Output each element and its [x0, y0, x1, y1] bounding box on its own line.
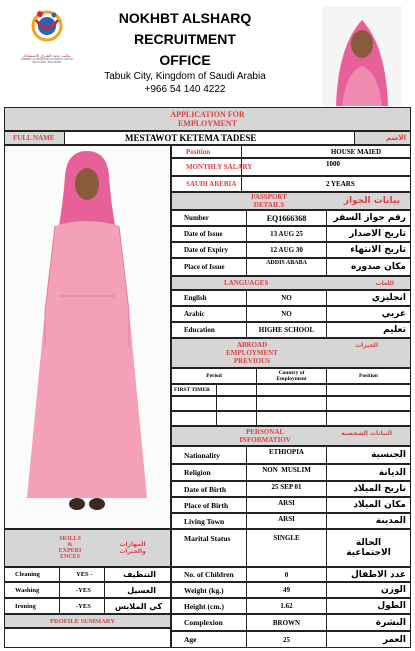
pob-row — [171, 497, 411, 513]
nationality-row — [171, 446, 411, 464]
issue-place-ar: مكان صدوره — [351, 262, 406, 272]
children-ar: عدد الاطفال — [350, 569, 406, 580]
arabic-row — [171, 306, 411, 322]
salary-label: MONTHLY SALARY — [172, 159, 242, 175]
ironing-label: Ironing — [5, 599, 60, 613]
weight-label: Weight (kg.) — [172, 583, 247, 597]
personal-title-ar: البيانات الشخصية — [341, 430, 392, 437]
company-phone: +966 54 140 4222 — [144, 84, 226, 95]
skills-title-line3: EXPERI — [58, 548, 82, 554]
salary-value: 1000 — [326, 160, 340, 168]
passport-number-ar: رقم جواز السفر — [333, 213, 406, 223]
languages-title: LANGUAGES — [224, 279, 269, 287]
living-town-row — [171, 513, 411, 529]
logo-sub-text: NOKHBT ALSHARQ RECRUITMENT OFFICE — [20, 58, 74, 61]
complexion-row — [171, 614, 411, 631]
english-label: English — [172, 291, 247, 305]
full-name-value: MESTAWOT KETEMA TADESE — [65, 132, 355, 144]
issue-date-value: 13 AUG 25 — [247, 227, 327, 241]
personal-title-line2: INFORMATIOV — [239, 436, 291, 444]
marital-ar-line2: الاجتماعية — [346, 548, 391, 558]
dob-ar: تاريخ الميلاد — [353, 484, 406, 494]
complexion-ar: البشرة — [375, 617, 406, 628]
issue-date-ar: تاريخ الاصدار — [349, 229, 406, 239]
children-label: No. of Children — [172, 568, 247, 581]
header-photo — [322, 6, 402, 106]
passport-number-value: EQ1666368 — [247, 211, 327, 225]
age-ar: العمر — [382, 634, 406, 645]
marital-row — [171, 529, 411, 567]
arabic-ar: عربي — [381, 309, 406, 319]
ironing-row — [4, 598, 171, 614]
living-town-value: ARSI — [247, 514, 327, 528]
living-town-label: Living Town — [172, 514, 247, 528]
complexion-label: Complexion — [172, 615, 247, 630]
education-row — [171, 322, 411, 338]
company-city: Tabuk City, Kingdom of Saudi Arabia — [104, 71, 266, 82]
height-ar: الطول — [377, 601, 406, 611]
english-value: NO — [247, 291, 327, 305]
washing-ar: الغسيل — [127, 585, 156, 595]
expiry-date-ar: تاريخ الانتهاء — [350, 245, 406, 255]
cleaning-label: Cleaning — [5, 568, 60, 581]
personal-section-header — [171, 426, 411, 446]
abroad-col-position: Position — [359, 373, 378, 379]
cleaning-row — [4, 567, 171, 582]
application-title — [4, 107, 411, 131]
height-label: Height (cm.) — [172, 599, 247, 613]
company-title-line3: OFFICE — [159, 52, 211, 68]
application-title-line1: APPLICATION FOR — [170, 110, 245, 119]
religion-ar: الديانة — [378, 467, 406, 478]
dob-value: 25 SEP 01 — [247, 482, 327, 496]
profile-summary-title: PROFILE SUMMARY — [50, 617, 115, 625]
languages-section-header — [171, 276, 411, 290]
position-label: Position — [172, 146, 242, 157]
passport-title-ar: بيانات الجواز — [343, 196, 400, 206]
skills-title-line1: SKILLS — [59, 536, 81, 542]
country-row — [171, 176, 411, 192]
nationality-label: Nationality — [172, 447, 247, 463]
religion-label: Religion — [172, 465, 247, 480]
company-title-line1: NOKHBT ALSHARQ — [118, 10, 252, 26]
ironing-ar: كي الملابس — [114, 601, 162, 611]
nationality-ar: الجنسية — [371, 450, 406, 460]
position-value: HOUSE MAIED — [330, 147, 382, 156]
abroad-col-country-line1: Country of — [278, 370, 305, 376]
abroad-section-header — [171, 338, 411, 368]
abroad-row-1 — [171, 384, 411, 396]
marital-ar-line1: الحالة — [355, 538, 382, 548]
pob-label: Place of Birth — [172, 498, 247, 512]
issue-place-label: Place of Issue — [172, 259, 247, 275]
full-name-label: FULL NAME — [5, 132, 65, 144]
ironing-value: -YES — [60, 599, 105, 613]
children-value: 0 — [247, 568, 327, 581]
weight-row — [171, 582, 411, 598]
logo-code: PRO 000000 | PRO 000000 — [32, 61, 62, 64]
weight-value: 49 — [247, 583, 327, 597]
name-ar-label: الاسم — [355, 132, 410, 144]
abroad-columns-header — [171, 368, 411, 384]
issue-place-row — [171, 258, 411, 276]
pob-value: ARSI — [247, 498, 327, 512]
abroad-title-line2: EMPLOYMENT — [226, 349, 278, 357]
passport-title-line1: PASSPORT — [251, 193, 287, 201]
application-title-line2: EMPLOYMENT — [177, 119, 238, 128]
skills-title-line4: ENCES — [59, 554, 80, 560]
age-value: 25 — [247, 632, 327, 647]
abroad-title-line3: PREVIOUS — [233, 357, 271, 365]
religion-row — [171, 464, 411, 481]
skills-section-header — [4, 529, 171, 567]
complexion-value: BROWN — [247, 615, 327, 630]
abroad-row-3 — [171, 411, 411, 426]
education-label: Education — [172, 323, 247, 337]
passport-title-line2: DETAILS — [253, 201, 285, 209]
arabic-label: Arabic — [172, 307, 247, 321]
issue-place-value: ADDIS ABABA — [247, 259, 327, 275]
salary-row — [171, 158, 411, 176]
abroad-first-timer: FIRST TIMER — [172, 385, 217, 395]
height-row — [171, 598, 411, 614]
personal-title-line1: PERSONAL — [245, 428, 285, 436]
duration-value: 2 YEARS — [326, 180, 355, 188]
abroad-col-period: Period — [172, 369, 257, 383]
marital-label: Marital Status — [172, 530, 247, 566]
education-ar: تعليم — [383, 325, 406, 335]
position-row — [171, 145, 411, 158]
abroad-title-line1: ABROAD — [236, 341, 268, 349]
logo-arabic-text: مكتب نخبة الشرق للاستقدام — [23, 53, 71, 58]
cleaning-value: YES - — [60, 568, 105, 581]
religion-value: NON MUSLIM — [247, 465, 327, 480]
height-value: 1.62 — [247, 599, 327, 613]
pob-ar: مكان الميلاد — [353, 500, 406, 510]
passport-number-label: Number — [172, 211, 247, 225]
languages-title-ar: اللغات — [375, 279, 394, 287]
age-row — [171, 631, 411, 648]
passport-number-row — [171, 210, 411, 226]
skills-title-ar-line1: المهارات — [119, 541, 146, 548]
english-row — [171, 290, 411, 306]
profile-summary-header — [4, 614, 171, 628]
marital-value: SINGLE — [247, 530, 327, 566]
company-title — [70, 8, 300, 71]
skills-title-ar-line2: والخبرات — [119, 548, 146, 555]
company-title-line2: RECRUITMENT — [134, 31, 236, 47]
issue-date-label: Date of Issue — [172, 227, 247, 241]
washing-label: Washing — [5, 583, 60, 597]
abroad-row-2 — [171, 396, 411, 411]
full-name-row — [4, 131, 411, 145]
skills-title-line2: & — [67, 542, 73, 548]
issue-date-row — [171, 226, 411, 242]
dob-row — [171, 481, 411, 497]
living-town-ar: المدينة — [375, 516, 406, 526]
education-value: HIGHE SCHOOL — [247, 323, 327, 337]
country-label: SAUDI AREBIA — [172, 177, 242, 191]
abroad-col-country-line2: Employment — [276, 376, 307, 382]
washing-row — [4, 582, 171, 598]
expiry-date-row — [171, 242, 411, 258]
dob-label: Date of Birth — [172, 482, 247, 496]
weight-ar: الوزن — [381, 585, 406, 595]
expiry-date-value: 12 AUG 30 — [247, 243, 327, 257]
english-ar: انجليزي — [371, 293, 406, 303]
age-label: Age — [172, 632, 247, 647]
abroad-title-ar: الخبرات — [355, 342, 378, 349]
washing-value: -YES — [60, 583, 105, 597]
expiry-date-label: Date of Expiry — [172, 243, 247, 257]
full-body-photo — [4, 145, 171, 529]
cleaning-ar: التنظيف — [123, 570, 156, 579]
children-row — [171, 567, 411, 582]
arabic-value: NO — [247, 307, 327, 321]
profile-summary-body — [4, 628, 171, 648]
nationality-value: ETHIOPIA — [247, 447, 327, 463]
passport-section-header — [171, 192, 411, 210]
